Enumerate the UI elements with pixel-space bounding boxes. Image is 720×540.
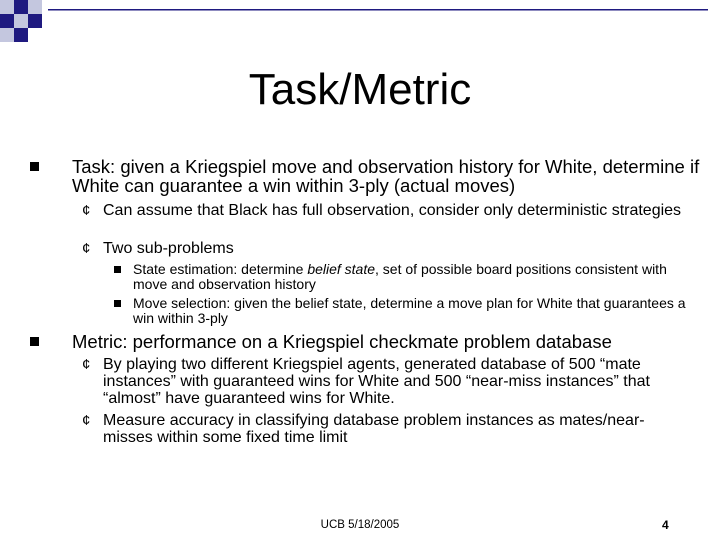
page-number: 4 (662, 518, 669, 532)
header-decoration (0, 0, 720, 50)
state-estimation-suffix: , set of possible board positions consistent with move and observation history (133, 261, 667, 292)
sub-bullet-database-text: By playing two different Kriegspiel agents, generated database of 500 “mate instances” with guaranteed wins for White and 500 “near-miss instances” that “almost” have guaranteed wins for White. (103, 356, 650, 407)
square-bullet-icon (30, 162, 39, 171)
hollow-circle-bullet-icon: ¢ (82, 356, 91, 373)
bullet-metric (72, 332, 702, 351)
deco-square-light-3 (14, 14, 28, 28)
sub-bullet-two-subproblems (82, 240, 683, 257)
sub-bullet-accuracy-text: Measure accuracy in classifying database problem instances as mates/near-misses within some fixed time limit (103, 412, 645, 446)
move-selection-text: Move selection: given the belief state, determine a move plan for White that guarantees a win within 3-ply (133, 295, 686, 326)
sub-bullet-black-observation-text: Can assume that Black has full observation, consider only deterministic strategies (103, 202, 682, 219)
subsub-bullet-move-selection (133, 296, 703, 326)
hollow-circle-bullet-icon: ¢ (82, 240, 91, 257)
deco-square-light-1 (0, 0, 14, 14)
header-line (48, 9, 708, 11)
deco-square-light-2 (28, 0, 42, 14)
bullet-task-text: Task: given a Kriegspiel move and observation history for White, determine if White can guarantee a win within 3-ply (actual moves) (72, 156, 700, 196)
bullet-metric-text: Metric: performance on a Kriegspiel checkmate problem database (72, 331, 612, 352)
slide-title: Task/Metric (248, 65, 472, 114)
state-estimation-prefix: State estimation: determine (133, 261, 308, 277)
sub-bullet-accuracy (82, 412, 683, 446)
sub-bullet-database (82, 356, 683, 407)
sub-bullet-black-observation (82, 202, 683, 219)
deco-square-light-4 (0, 28, 14, 42)
hollow-circle-bullet-icon: ¢ (82, 412, 91, 429)
hollow-circle-bullet-icon: ¢ (82, 202, 91, 219)
square-bullet-icon (30, 337, 39, 346)
belief-state-term: belief state (307, 261, 376, 277)
deco-square-dark-4 (14, 28, 28, 42)
sub-bullet-two-subproblems-text: Two sub-problems (103, 240, 234, 257)
small-square-bullet-icon (114, 300, 121, 307)
bullet-task (72, 157, 702, 195)
slide-footer: UCB 5/18/2005 (320, 519, 400, 531)
subsub-bullet-state-estimation (133, 262, 703, 292)
small-square-bullet-icon (114, 266, 121, 273)
deco-square-dark-2 (0, 14, 14, 28)
deco-square-dark-1 (14, 0, 28, 14)
deco-square-dark-3 (28, 14, 42, 28)
